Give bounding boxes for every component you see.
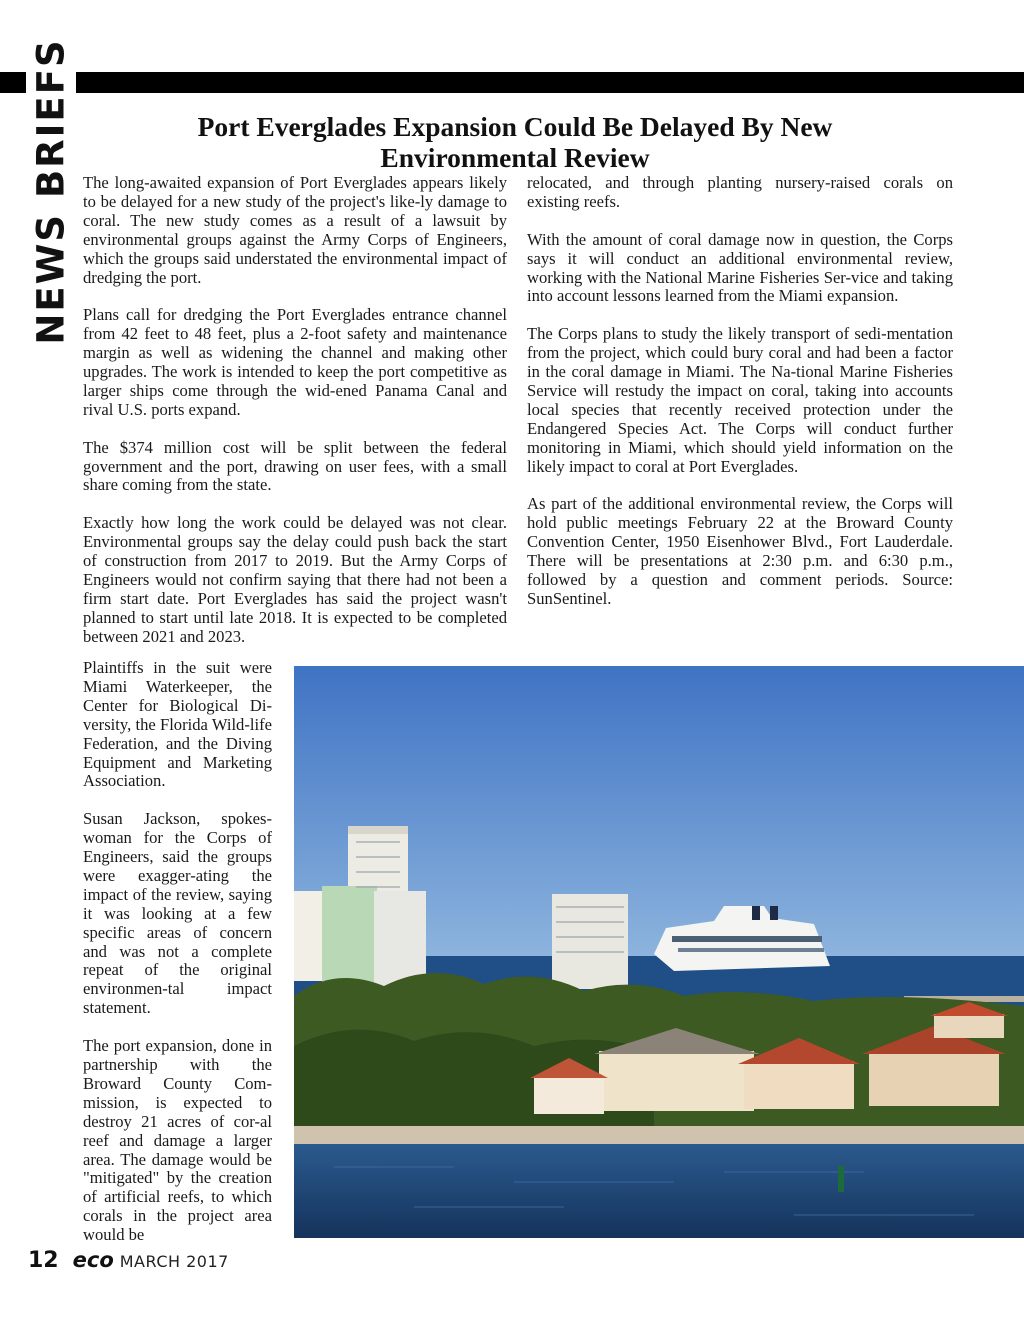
tower-green [322,886,377,986]
paragraph: The Corps plans to study the likely transport of sedi-mentation from the project, which could bury coral and had been a factor in the coral damage in Miami. The Na-tional Marine Fisheries Service will restudy the impact on coral, taking into accounts local species that recently received protection under the Endangered Species Act. The Corps will conduct further monitoring in Miami, which should yield information on the likely impact to coral at Port Everglades. [527,324,953,476]
page-number: 12 [28,1248,59,1273]
house [869,1051,999,1106]
tower-mid [552,894,628,989]
house [934,1014,1004,1038]
article-column-left [83,174,507,647]
paragraph: Susan Jackson, spokes-woman for the Corps of Engineers, said the groups were exagger-ating the impact of the review, saying it was looking at a few specific areas of concern and was not a complete repeat of the original environmen-tal impact statement. [83,809,272,1018]
funnel [770,906,778,920]
seawall [294,1126,1024,1144]
paragraph: The $374 million cost will be split between the federal government and the port, drawing on user fees, with a small share coming from the state. [83,437,507,495]
paragraph: Plans call for dredging the Port Everglades entrance channel from 42 feet to 48 feet, plus a 2-foot safety and maintenance margin as well as widening the channel and making other upgrades. The work is intended to keep the port competitive as larger ships come through the wid-ened Panama Canal and rival U.S. ports expand. [83,305,507,419]
port-photo-illustration [294,666,1024,1238]
paragraph: The long-awaited expansion of Port Everglades appears likely to be delayed for a new study of the project's like-ly damage to coral. The new study comes as a result of a lawsuit by environmental groups against the Army Corps of Engineers, which the groups said understated the environmental impact of dredging the port. [83,173,507,287]
paragraph: The port expansion, done in partnership with the Broward County Com-mission, is expected to destroy 21 acres of cor-al reef and damage a larger area. The damage would be "mitigated" by the creation of artificial reefs, to which corals in the project area would be [83,1036,272,1245]
port-photo [294,666,1024,1238]
issue-date: MARCH 2017 [119,1252,229,1271]
tower-white [374,891,426,986]
funnel [752,906,760,920]
magazine-logo: eco [72,1248,114,1272]
house [599,1051,754,1111]
house [534,1076,604,1114]
paragraph: As part of the additional environmental review, the Corps will hold public meetings February 22 at the Broward County Convention Center, 1950 Eisenhower Blvd., Fort Lauderdale. There will be presentations at 2:30 p.m. and 6:30 p.m., followed by a question and comment periods. Source: SunSentinel. [527,494,953,608]
section-label [26,37,76,345]
article-headline: Port Everglades Expansion Could Be Delayed By New Environmental Review [197,111,833,173]
section-label-text: NEWS BRIEFS [29,37,73,345]
article-column-narrow [83,659,272,1245]
paragraph: relocated, and through planting nursery-raised corals on existing reefs. [527,173,953,211]
house [744,1061,854,1109]
channel-marker [838,1166,844,1192]
paragraph: Plaintiffs in the suit were Miami Waterkeeper, the Center for Biological Di-versity, the Florida Wild-life Federation, and the Diving Equipment and Marketing Association. [83,658,272,791]
paragraph: Exactly how long the work could be delayed was not clear. Environmental groups say the delay could push back the start of construction from 2017 to 2019. But the Army Corps of Engineers would not confirm saying that there had not been a firm start date. Port Everglades has said the project wasn't planned to start until late 2018. It is expected to be completed between 2021 and 2023. [83,513,507,646]
canal [294,1144,1024,1238]
page-footer [28,1248,229,1278]
article-column-right [527,174,953,609]
paragraph: With the amount of coral damage now in question, the Corps says it will conduct an additional environmental review, working with the National Marine Fisheries Ser-vice and taking into account lessons learned from the Miami expansion. [527,229,953,306]
top-bar [0,72,1024,93]
